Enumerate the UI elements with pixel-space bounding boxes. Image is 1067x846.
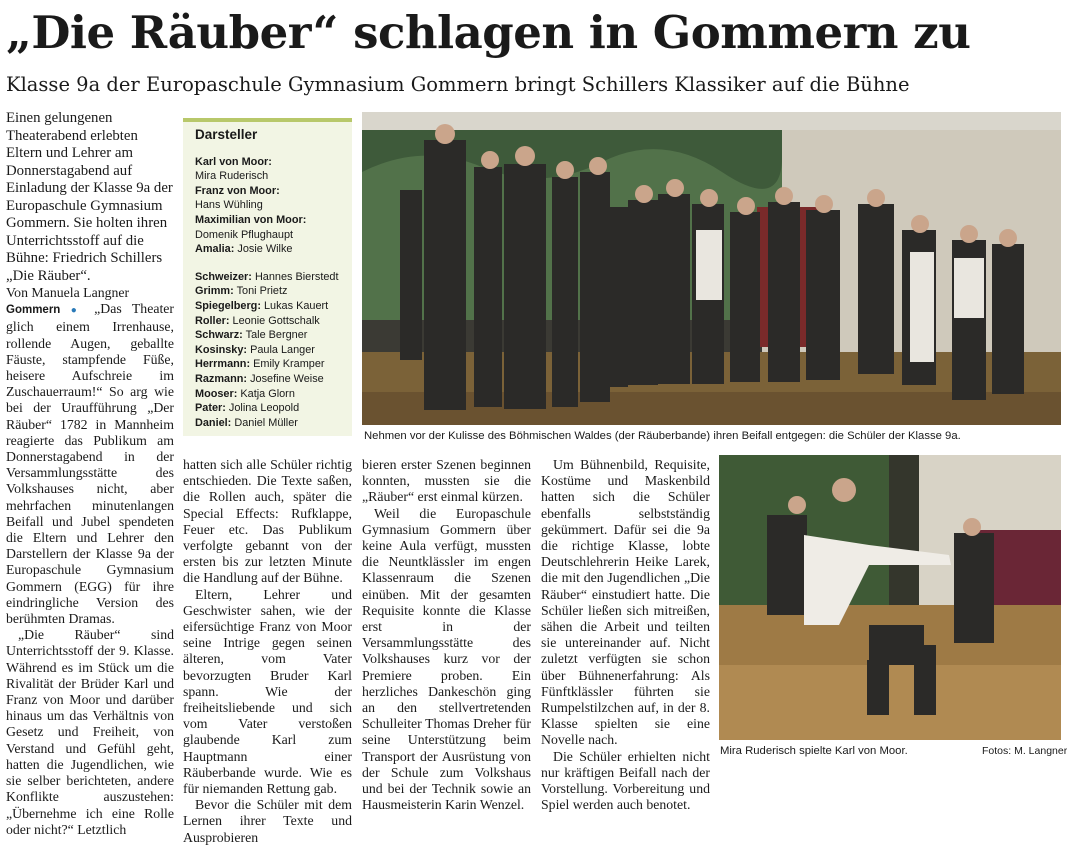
cast-entry	[195, 270, 352, 285]
body-paragraph: Die Schüler erhielten nicht nur kräftigen Beifall nach der Vorstellung. Vorbereitung und Spiel werden auch benotet.	[541, 748, 710, 813]
cast-lead-actor: Domenik Pflughaupt	[195, 228, 294, 241]
role-name: Karl von Moor:	[195, 155, 272, 168]
role-name: Grimm:	[195, 285, 234, 298]
cast-lead-entry	[195, 184, 352, 199]
cast-lead-list	[195, 155, 352, 257]
role-name: Mooser:	[195, 387, 238, 400]
cast-entry	[195, 284, 352, 299]
lead-paragraph: Einen gelungenen Theaterabend erlebten Eltern und Lehrer am Donnerstagabend auf Einladung der Klasse 9a der Europaschule Gymnasium Gommern. Sie holten ihren Unterrichtsstoff auf die Bühne: Friedrich Schillers „Die Räuber“.	[6, 110, 173, 284]
role-name: Roller:	[195, 314, 230, 327]
column-3	[362, 457, 531, 813]
dateline: Gommern	[6, 304, 61, 317]
cast-lead-actor: Hans Wühling	[195, 199, 263, 212]
body-paragraph	[6, 301, 174, 627]
body-paragraph: „Die Räuber“ sind Unterrichtsstoff der 9. Klasse. Während es im Stück um die Rivalität der Brüder Karl und Franz von Moor und darüber hinaus um das Verhältnis von Gesetz und Freiheit, von Verstand und Gefühl geht, hatten die Jugendlichen, wie sie selber berichteten, andere Konflikte auszustehen: „Übernehme ich eine Rolle oder nicht?“ Letztlich	[6, 627, 174, 837]
cast-box	[183, 118, 352, 436]
actor-name: Josie Wilke	[237, 243, 293, 256]
stage-photo-image	[362, 112, 1061, 425]
body-paragraph: bieren erster Szenen beginnen konnten, mussten sie die „Räuber“ erst einmal kürzen.	[362, 457, 531, 505]
actor-name: Tale Bergner	[245, 329, 308, 342]
cast-entry	[195, 328, 352, 343]
role-name: Maximilian von Moor:	[195, 213, 307, 226]
column-2	[183, 457, 352, 846]
cast-entry	[195, 401, 352, 416]
role-name: Herrmann:	[195, 358, 251, 371]
actor-name: Daniel Müller	[234, 416, 298, 429]
role-name: Razmann:	[195, 372, 248, 385]
role-name: Daniel:	[195, 416, 232, 429]
body-paragraph: Weil die Europaschule Gymnasium Gommern über keine Aula verfügt, mussten die Neuntklässler im engen Klassenraum die Szenen einüben. Mit der gesamten Requisite konnte die Klasse erst in der Versammlungsstätte des Volkshauses kurz vor der Premiere proben. Ein herzliches Dankeschön ging an den stellvertretenden Schulleiter Thomas Dreher für seine Unterstützung beim Transport der Ausrüstung von der Schule zum Volkshaus und bei der Technik sowie an Hausmeisterin Karin Wenzel.	[362, 505, 531, 813]
column-1	[6, 110, 174, 838]
body-paragraph: Um Bühnenbild, Requisite, Kostüme und Maskenbild hatten sich die Schüler ebenfalls selbstständig gekümmert. Dafür sei die 9a die richtige Klasse, lobte Deutschlehrerin Heike Larek, die mit den Jugendlichen „Die Räuber“ einstudiert hatte. Die Schüler ließen sich mitreißen, sähen die Arbeit und teilten sie untereinander auf. Nicht zuletzt verfügten sie schon über Bühnenerfahrung: Als Fünftklässler führten sie Rumpelstilzchen auf, in der 8. Klasse spielten sie eine Novelle nach.	[541, 457, 710, 748]
cast-lead-entry	[195, 155, 352, 170]
actor-name: Josefine Weise	[250, 372, 324, 385]
cast-role-list	[195, 270, 352, 431]
role-name: Franz von Moor:	[195, 184, 280, 197]
subheadline: Klasse 9a der Europaschule Gymnasium Gommern bringt Schillers Klassiker auf die Bühne	[6, 73, 910, 96]
role-name: Amalia:	[195, 243, 235, 256]
actor-name: Katja Glorn	[240, 387, 295, 400]
photo-credit: Fotos: M. Langner	[982, 745, 1067, 757]
cast-entry	[195, 387, 352, 402]
actor-name: Jolina Leopold	[228, 402, 300, 415]
body-paragraph: Bevor die Schüler mit dem Lernen ihrer Texte und Ausprobieren	[183, 797, 352, 845]
column-4	[541, 457, 710, 813]
role-name: Spiegelberg:	[195, 299, 261, 312]
main-photo-caption: Nehmen vor der Kulisse des Böhmischen Waldes (der Räuberbande) ihren Beifall entgegen: die Schüler der Klasse 9a.	[364, 430, 961, 442]
cast-entry	[195, 416, 352, 431]
cast-entry	[195, 343, 352, 358]
actor-name: Toni Prietz	[236, 285, 288, 298]
role-name: Pater:	[195, 402, 226, 415]
actor-name: Hannes Bierstedt	[254, 270, 339, 283]
cast-lead-entry	[195, 213, 352, 228]
actor-photo	[719, 455, 1061, 740]
cast-lead-entry	[195, 242, 352, 257]
body-paragraph: Eltern, Lehrer und Geschwister sahen, wie der eifersüchtige Franz von Moor seine Intrige gegen seinen älteren, vom Vater bevorzugten Bruder Karl spann. Wie der freiheitsliebende und sich vom Vater verstoßen glaubende Karl zum Hauptmann einer Räuberbande wurde. Wie es für niemanden Rettung gab.	[183, 586, 352, 797]
cast-lead-actor: Mira Ruderisch	[195, 170, 269, 183]
cast-entry	[195, 372, 352, 387]
second-photo-caption: Mira Ruderisch spielte Karl von Moor.	[720, 745, 908, 757]
headline: „Die Räuber“ schlagen in Gommern zu	[6, 6, 971, 59]
cast-entry	[195, 357, 352, 372]
byline: Von Manuela Langner	[6, 285, 130, 300]
cast-entry	[195, 299, 352, 314]
role-name: Schwarz:	[195, 329, 243, 342]
actor-name: Lukas Kauert	[264, 299, 329, 312]
actor-name: Leonie Gottschalk	[232, 314, 320, 327]
paragraph-text: „Das Theater glich einem Irrenhause, rollende Augen, geballte Fäuste, stampfende Füße, heisere Aufschreie im Zuschauerraum!“ So arg wie bei der Uraufführung „Der Räuber“ 1782 in Mannheim reagierte das Publikum am Donnerstagabend in der Versammlungsstätte des Volkshauses nicht, aber mehrfachen minutenlangen Beifall und Jubel spendeten die Eltern und Lehrer den Darstellern der Klasse 9a der Europaschule Gymnasium Gommern (EGG) für ihre eindringliche Version des berühmten Dramas.	[6, 301, 174, 627]
actor-name: Emily Kramper	[253, 358, 325, 371]
actor-photo-image	[719, 455, 1061, 740]
role-name: Kosinsky:	[195, 343, 248, 356]
cast-entry	[195, 314, 352, 329]
dateline-dot-icon: ●	[70, 305, 84, 317]
cast-heading: Darsteller	[195, 127, 258, 142]
body-paragraph: hatten sich alle Schüler richtig entschieden. Die Texte saßen, die Rollen auch, später die Special Effects: Rufklappe, Feuer etc. Das Publikum verfolgte gebannt von der ersten bis zur letzten Minute die Handlung auf der Bühne.	[183, 457, 352, 586]
actor-name: Paula Langer	[250, 343, 315, 356]
role-name: Schweizer:	[195, 270, 252, 283]
stage-photo	[362, 112, 1061, 425]
